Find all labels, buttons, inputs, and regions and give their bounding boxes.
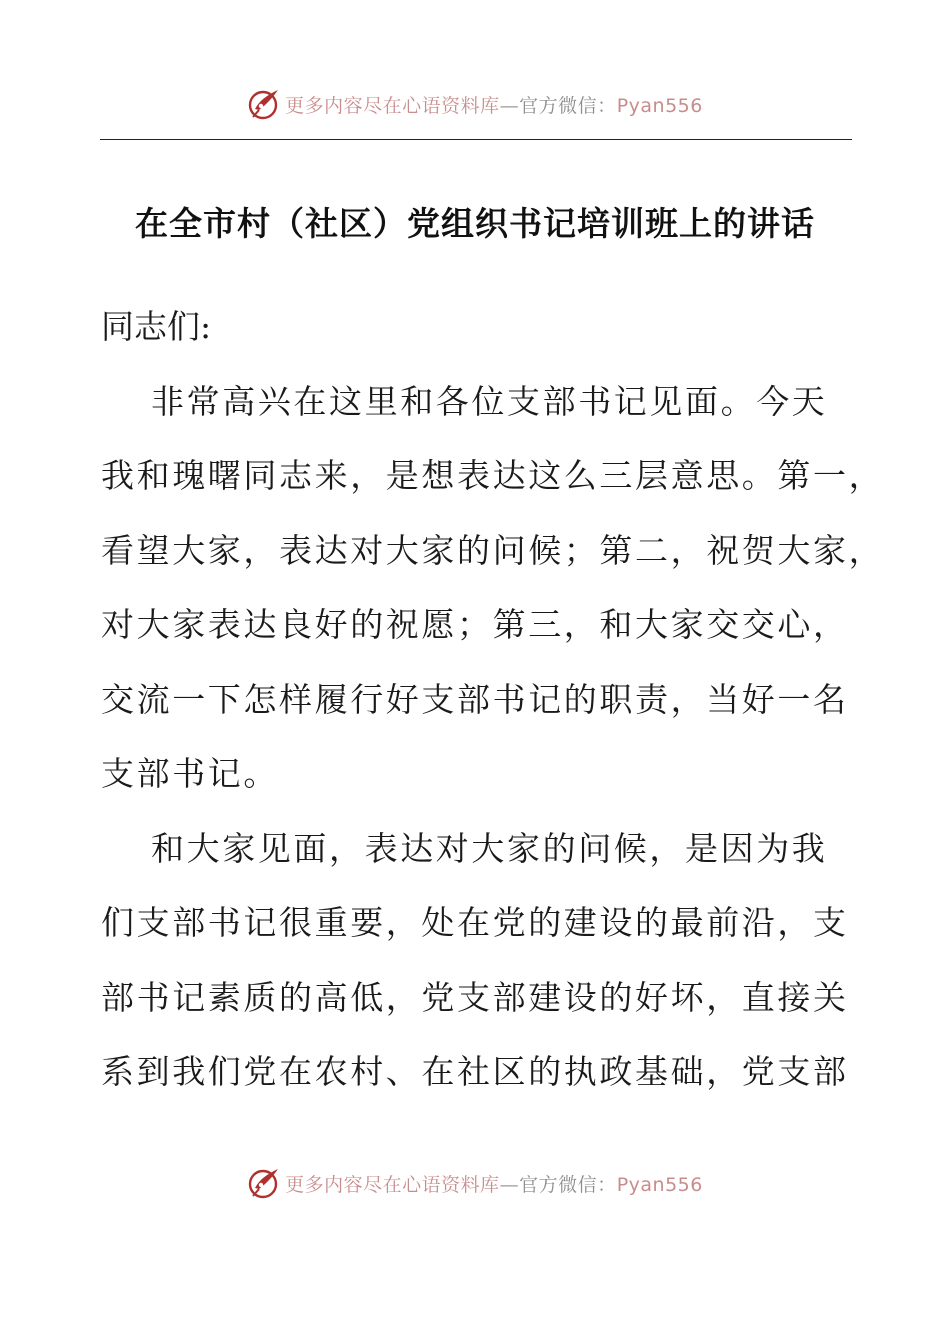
wechat-id: Pyan556 <box>616 94 703 117</box>
body-line: 非常高兴在这里和各位支部书记见面。今天 <box>151 381 828 421</box>
greeting: 同志们: <box>101 307 212 346</box>
header-divider <box>100 139 852 140</box>
body-line: 系到我们党在农村、在社区的执政基础，党支部 <box>101 1052 849 1091</box>
document-title: 在全市村（社区）党组织书记培训班上的讲话 <box>135 204 815 243</box>
wechat-label: 官方微信： <box>519 94 617 117</box>
quill-logo-icon <box>247 87 281 121</box>
body-line: 交流一下怎样履行好支部书记的职责，当好一名 <box>101 679 849 719</box>
slogan-text: 更多内容尽在心语资料库 <box>285 1173 500 1196</box>
wechat-id: Pyan556 <box>616 1173 703 1196</box>
header-banner <box>0 84 950 124</box>
slogan-dash: — <box>499 1173 520 1196</box>
banner-slogan <box>285 91 703 118</box>
document-body <box>101 290 885 1110</box>
body-line: 对大家表达良好的祝愿；第三，和大家交交心， <box>101 605 849 644</box>
body-line: 支部书记。 <box>101 754 279 793</box>
body-line: 们支部书记很重要，处在党的建设的最前沿，支 <box>101 903 849 942</box>
body-line: 我和瑰曙同志来，是想表达这么三层意思。第一， <box>101 456 885 495</box>
body-line: 和大家见面，表达对大家的问候，是因为我 <box>151 828 828 868</box>
body-line: 部书记素质的高低，党支部建设的好坏，直接关 <box>101 977 849 1017</box>
footer-banner <box>0 1163 950 1203</box>
slogan-dash: — <box>499 94 520 117</box>
banner-slogan <box>285 1170 703 1197</box>
body-line: 看望大家，表达对大家的问候；第二，祝贺大家， <box>101 530 885 570</box>
wechat-label: 官方微信： <box>519 1173 617 1196</box>
quill-logo-icon <box>247 1166 281 1200</box>
slogan-text: 更多内容尽在心语资料库 <box>285 94 500 117</box>
